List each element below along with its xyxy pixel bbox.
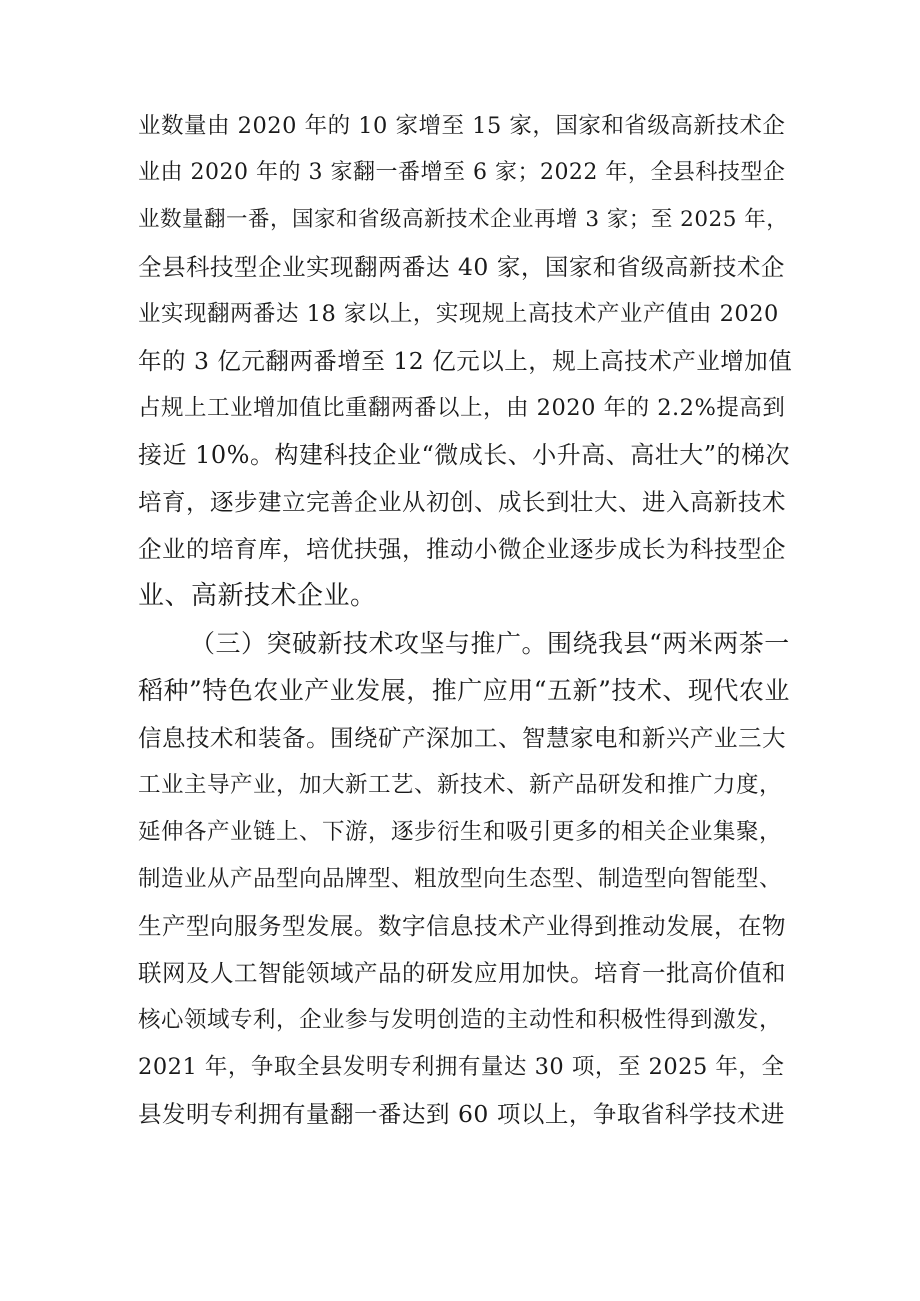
paragraph-1-line-8: 接近 10%。构建科技企业“微成长、小升高、高壮大”的梯次 (138, 441, 791, 469)
paragraph-1-line-5: 业实现翻两番达 18 家以上，实现规上高技术产业产值由 2020 (138, 301, 779, 327)
paragraph-1-line-3: 业数量翻一番，国家和省级高新技术企业再增 3 家；至 2025 年， (138, 207, 789, 232)
paragraph-1-line-11: 业、高新技术企业。 (138, 581, 377, 611)
paragraph-1-line-2: 业由 2020 年的 3 家翻一番增至 6 家；2022 年，全县科技型企 (138, 160, 786, 185)
paragraph-2-line-7: 生产型向服务型发展。数字信息技术产业得到推动发展，在物 (138, 912, 786, 940)
paragraph-1-line-4: 全县科技型企业实现翻两番达 40 家，国家和省级高新技术企 (138, 253, 785, 281)
paragraph-2-line-5: 延伸各产业链上、下游，逐步衍生和吸引更多的相关企业集聚， (138, 819, 783, 845)
paragraph-2-line-4: 工业主导产业，加大新工艺、新技术、新产品研发和推广力度， (138, 772, 783, 798)
paragraph-2-line-2: 稻种”特色农业产业发展，推广应用“五新”技术、现代农业 (138, 676, 790, 705)
paragraph-1-line-1: 业数量由 2020 年的 10 家增至 15 家，国家和省级高新技术企 (138, 113, 786, 139)
paragraph-2-line-11: 县发明专利拥有量翻一番达到 60 项以上，争取省科学技术进 (138, 1100, 785, 1128)
paragraph-1-line-7: 占规上工业增加值比重翻两番以上，由 2020 年的 2.2%提高到 (138, 395, 786, 421)
paragraph-1-line-10: 企业的培育库，培优扶强，推动小微企业逐步成长为科技型企 (138, 535, 786, 563)
paragraph-2-line-3: 信息技术和装备。围绕矿产深加工、智慧家电和新兴产业三大 (138, 724, 786, 752)
paragraph-1-line-6: 年的 3 亿元翻两番增至 12 亿元以上，规上高技术产业增加值 (138, 347, 793, 375)
paragraph-2-line-9: 核心领域专利，企业参与发明创造的主动性和积极性得到激发， (138, 1007, 783, 1033)
paragraph-2-line-8: 联网及人工智能领域产品的研发应用加快。培育一批高价值和 (138, 959, 786, 987)
paragraph-2-line-1: （三）突破新技术攻坚与推广。围绕我县“两米两茶一 (190, 629, 790, 658)
paragraph-1-line-9: 培育，逐步建立完善企业从初创、成长到壮大、进入高新技术 (138, 488, 786, 516)
paragraph-2-line-10: 2021 年，争取全县发明专利拥有量达 30 项，至 2025 年，全 (138, 1054, 785, 1080)
paragraph-2-line-6: 制造业从产品型向品牌型、粗放型向生态型、制造型向智能型、 (138, 866, 783, 892)
